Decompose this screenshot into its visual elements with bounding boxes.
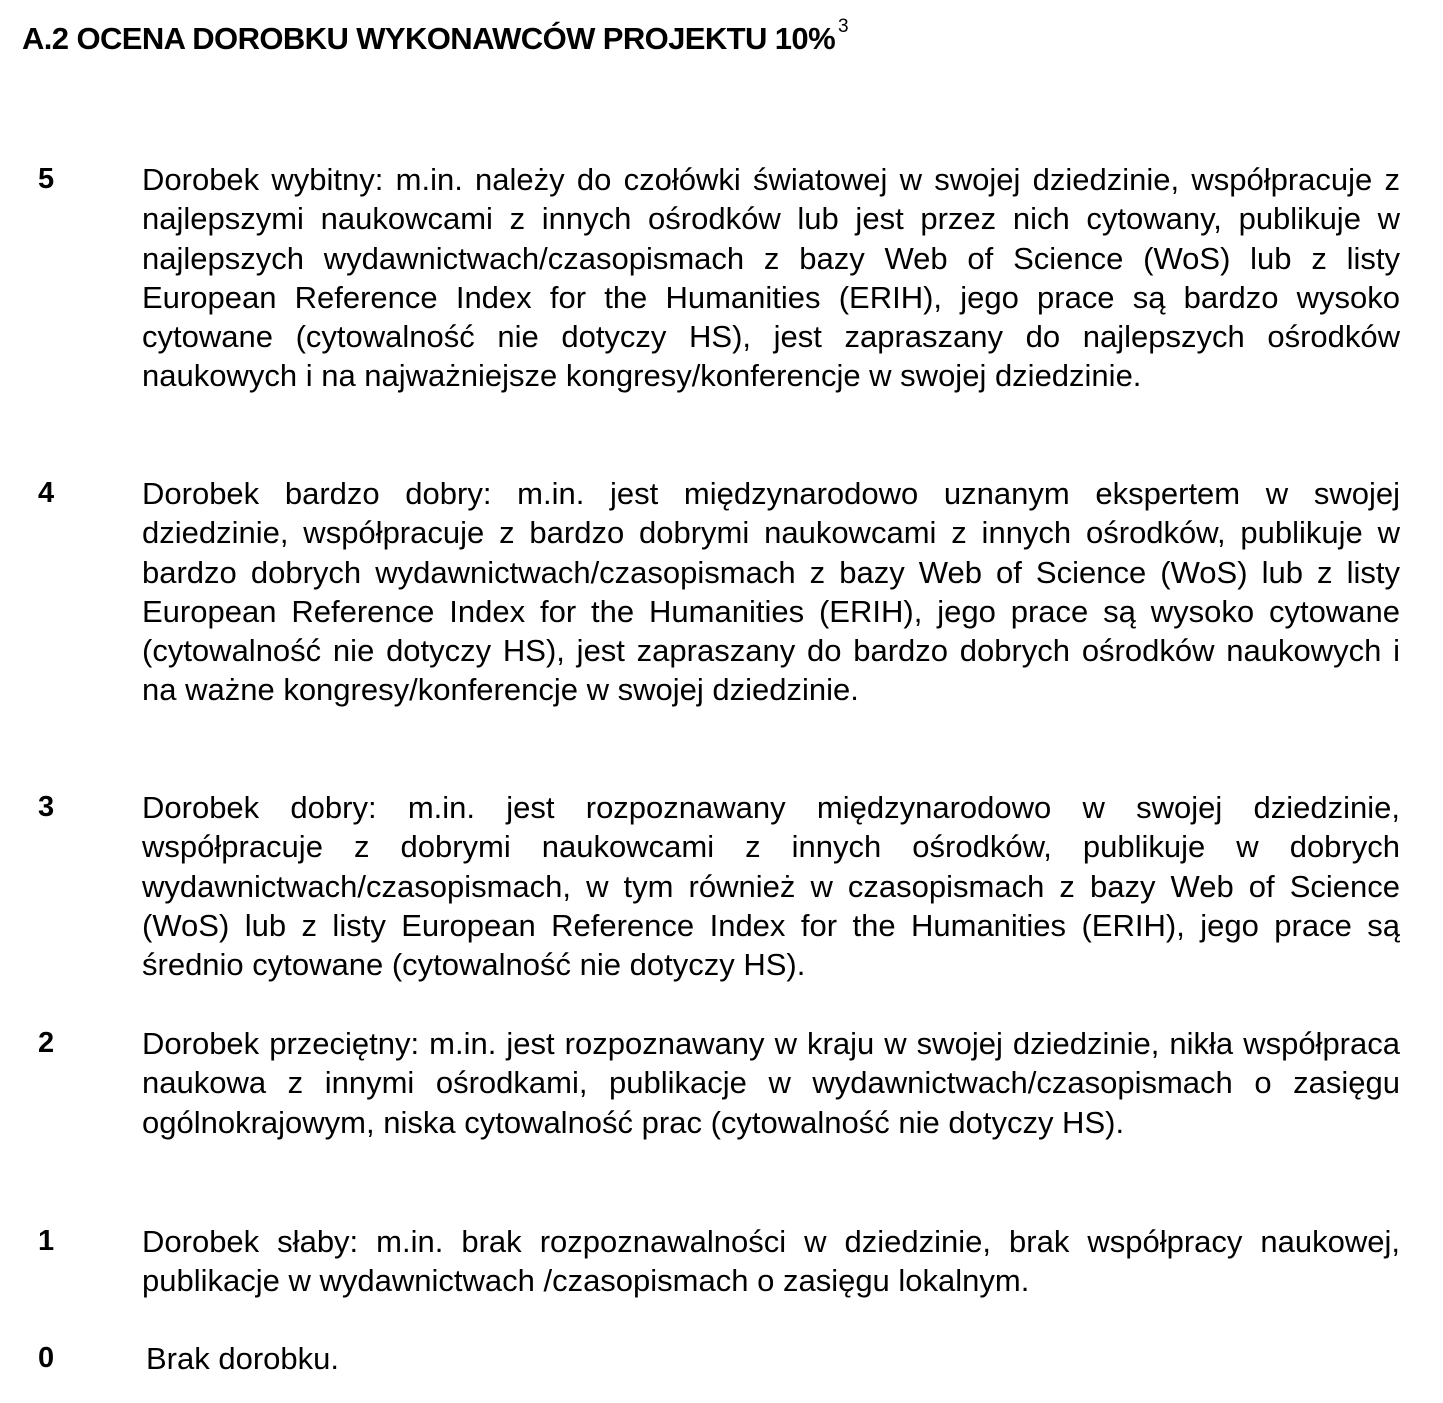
grade-description: Dorobek słaby: m.in. brak rozpoznawalności w dziedzinie, brak współpracy naukowej, publikacje w wydawnictwach /czasopismach o zasięgu lokalnym. — [142, 1224, 1400, 1299]
grade-description: Dorobek dobry: m.in. jest rozpoznawany międzynarodowo w swojej dziedzinie, współpracuje z dobrymi naukowcami z innych ośrodków, publikuje w dobrych wydawnictwach/czasopismach, w tym również w czasopismach z bazy Web of Science (WoS) lub z listy European Reference Index for the Humanities (ERIH), jego prace są średnio cytowane (cytowalność nie dotyczy HS). — [142, 790, 1400, 983]
grade-description: Dorobek bardzo dobry: m.in. jest międzynarodowo uznanym ekspertem w swojej dziedzinie, współpracuje z bardzo dobrymi naukowcami z innych ośrodków, publikuje w bardzo dobrych wydawnictwach/czasopismach z bazy Web of Science (WoS) lub z listy European Reference Index for the Humanities (ERIH), jego prace są wysoko cytowane (cytowalność nie dotyczy HS), jest zapraszany do bardzo dobrych ośrodków naukowych i na ważne kongresy/konferencje w swojej dziedzinie. — [142, 476, 1400, 708]
page-title — [22, 14, 848, 64]
grade-description: Brak dorobku. — [146, 1341, 339, 1376]
grade-description: Dorobek przeciętny: m.in. jest rozpoznawany w kraju w swojej dziedzinie, nikła współpraca naukowa z innymi ośrodkami, publikacje w wydawnictwach/czasopismach o zasięgu ogólnokrajowym, niska cytowalność prac (cytowalność nie dotyczy HS). — [142, 1026, 1400, 1140]
grade-score: 0 — [38, 1342, 55, 1374]
grade-score: 3 — [38, 791, 55, 823]
grade-score: 5 — [38, 163, 55, 195]
grade-score: 4 — [38, 477, 55, 509]
page-title-text: A.2 OCENA DOROBKU WYKONAWCÓW PROJEKTU 10% — [22, 21, 836, 56]
footnote-reference: 3 — [838, 16, 849, 37]
grade-score: 2 — [38, 1027, 55, 1059]
grade-description: Dorobek wybitny: m.in. należy do czołówki światowej w swojej dziedzinie, współpracuje z najlepszymi naukowcami z innych ośrodków lub jest przez nich cytowany, publikuje w najlepszych wydawnictwach/czasopismach z bazy Web of Science (WoS) lub z listy European Reference Index for the Humanities (ERIH), jego prace są bardzo wysoko cytowane (cytowalność nie dotyczy HS), jest zapraszany do najlepszych ośrodków naukowych i na najważniejsze kongresy/konferencje w swojej dziedzinie. — [142, 162, 1400, 394]
grade-score: 1 — [38, 1225, 55, 1257]
